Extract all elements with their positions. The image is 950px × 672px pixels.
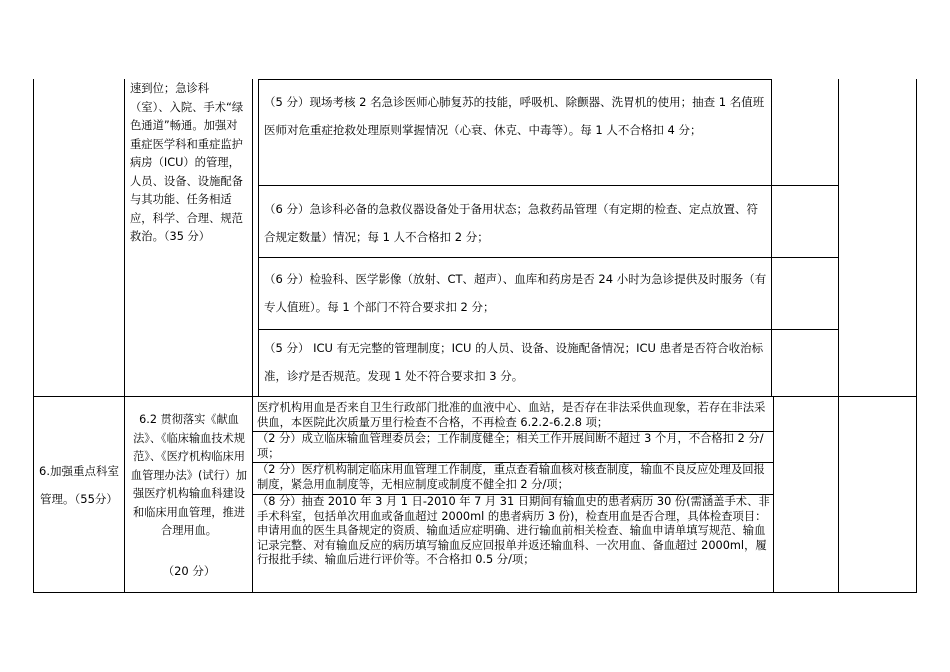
criterion-regulations: （2 分）医疗机构制定临床用血管理工作制度，重点查看输血核对核查制度，输血不良反应处理及回报制度，紧急用血制度等，无相应制度或制度不健全扣 2 分/项； [257,463,765,491]
table-border [33,396,917,397]
item-description: 速到位；急诊科（室）、入院、手术“绿色通道”畅通。加强对重症医学科和重症监护病房（ICU）的管理，人员、设备、设施配备与其功能、任务相适应，科学、合理、规范救治。（35 分） [130,82,244,243]
criterion-icu: （5 分） ICU 有无完整的管理制度；ICU 的人员、设备、设施配备情况；ICU 患者是否符合收治标准，诊疗是否规范。发现 1 处不符合要求扣 3 分。 [264,341,764,383]
criterion-cpr: （5 分）现场考核 2 名急诊医师心肺复苏的技能，呼吸机、除颤器、洗胃机的使用；抽查 1 名值班医师对危重症抢救处理原则掌握情况（心衰、休克、中毒等）。每 1 人不合格扣 4 分； [264,95,765,137]
category-title: 6.加强重点科室管理。（55分） [39,464,119,506]
criterion-records-audit: （8 分）抽查 2010 年 3 月 1 日-2010 年 7 月 31 日期间有输血史的患者病历 30 份(需涵盖手术、非手术科室，包括单次用血或备血超过 2000ml 的患者病历 3 份)，检查用血是否合理，具体检查项目：申请用血的医生具备规定的资质、输血适应症明确、进行输血前相关检查、输血申请单填写规范、输血记录完整、对有输血反应的病历填写输血反应回报单并返还输血科、一次用血、备血超过 2000ml，履行报批手续、输血后进行评价等。不合格扣 0.5 分/项； [257,495,770,566]
table-border [258,185,838,186]
table-border [771,79,772,396]
table-border [258,329,838,330]
table-border [838,79,839,593]
criterion-blood-source: 医疗机构用血是否来自卫生行政部门批准的血液中心、血站，是否存在非法采供血现象，若存在非法采供血，本医院此次质量万里行检查不合格，不再检查 6.2.2-6.2.8 项； [257,401,766,429]
table-border [33,592,917,593]
criterion-committee: （2 分）成立临床输血管理委员会；工作制度健全；相关工作开展间断不超过 3 个月，不合格扣 2 分/项； [257,432,764,460]
table-border [124,79,125,593]
item-description: 6.2 贯彻落实《献血法》、《临床输血技术规范》、《医疗机构临床用血管理办法》(试行）加强医疗机构输血科建设和临床用血管理，推进合理用血。 [130,413,248,537]
criterion-equipment: （6 分）急诊科必备的急救仪器设备处于备用状态；急救药品管理（有定期的检查、定点放置、符合规定数量）情况；每 1 人不合格扣 2 分； [264,202,758,244]
table-border [252,79,253,593]
table-border [258,257,838,258]
table-border [33,79,34,593]
criterion-departments: （6 分）检验科、医学影像（放射、CT、超声）、血库和药房是否 24 小时为急诊提供及时服务（有专人值班）。每 1 个部门不符合要求扣 2 分； [264,272,767,314]
table-border [258,79,259,396]
table-border [916,79,917,593]
table-border [258,79,772,80]
item-score: （20 分） [162,564,216,578]
